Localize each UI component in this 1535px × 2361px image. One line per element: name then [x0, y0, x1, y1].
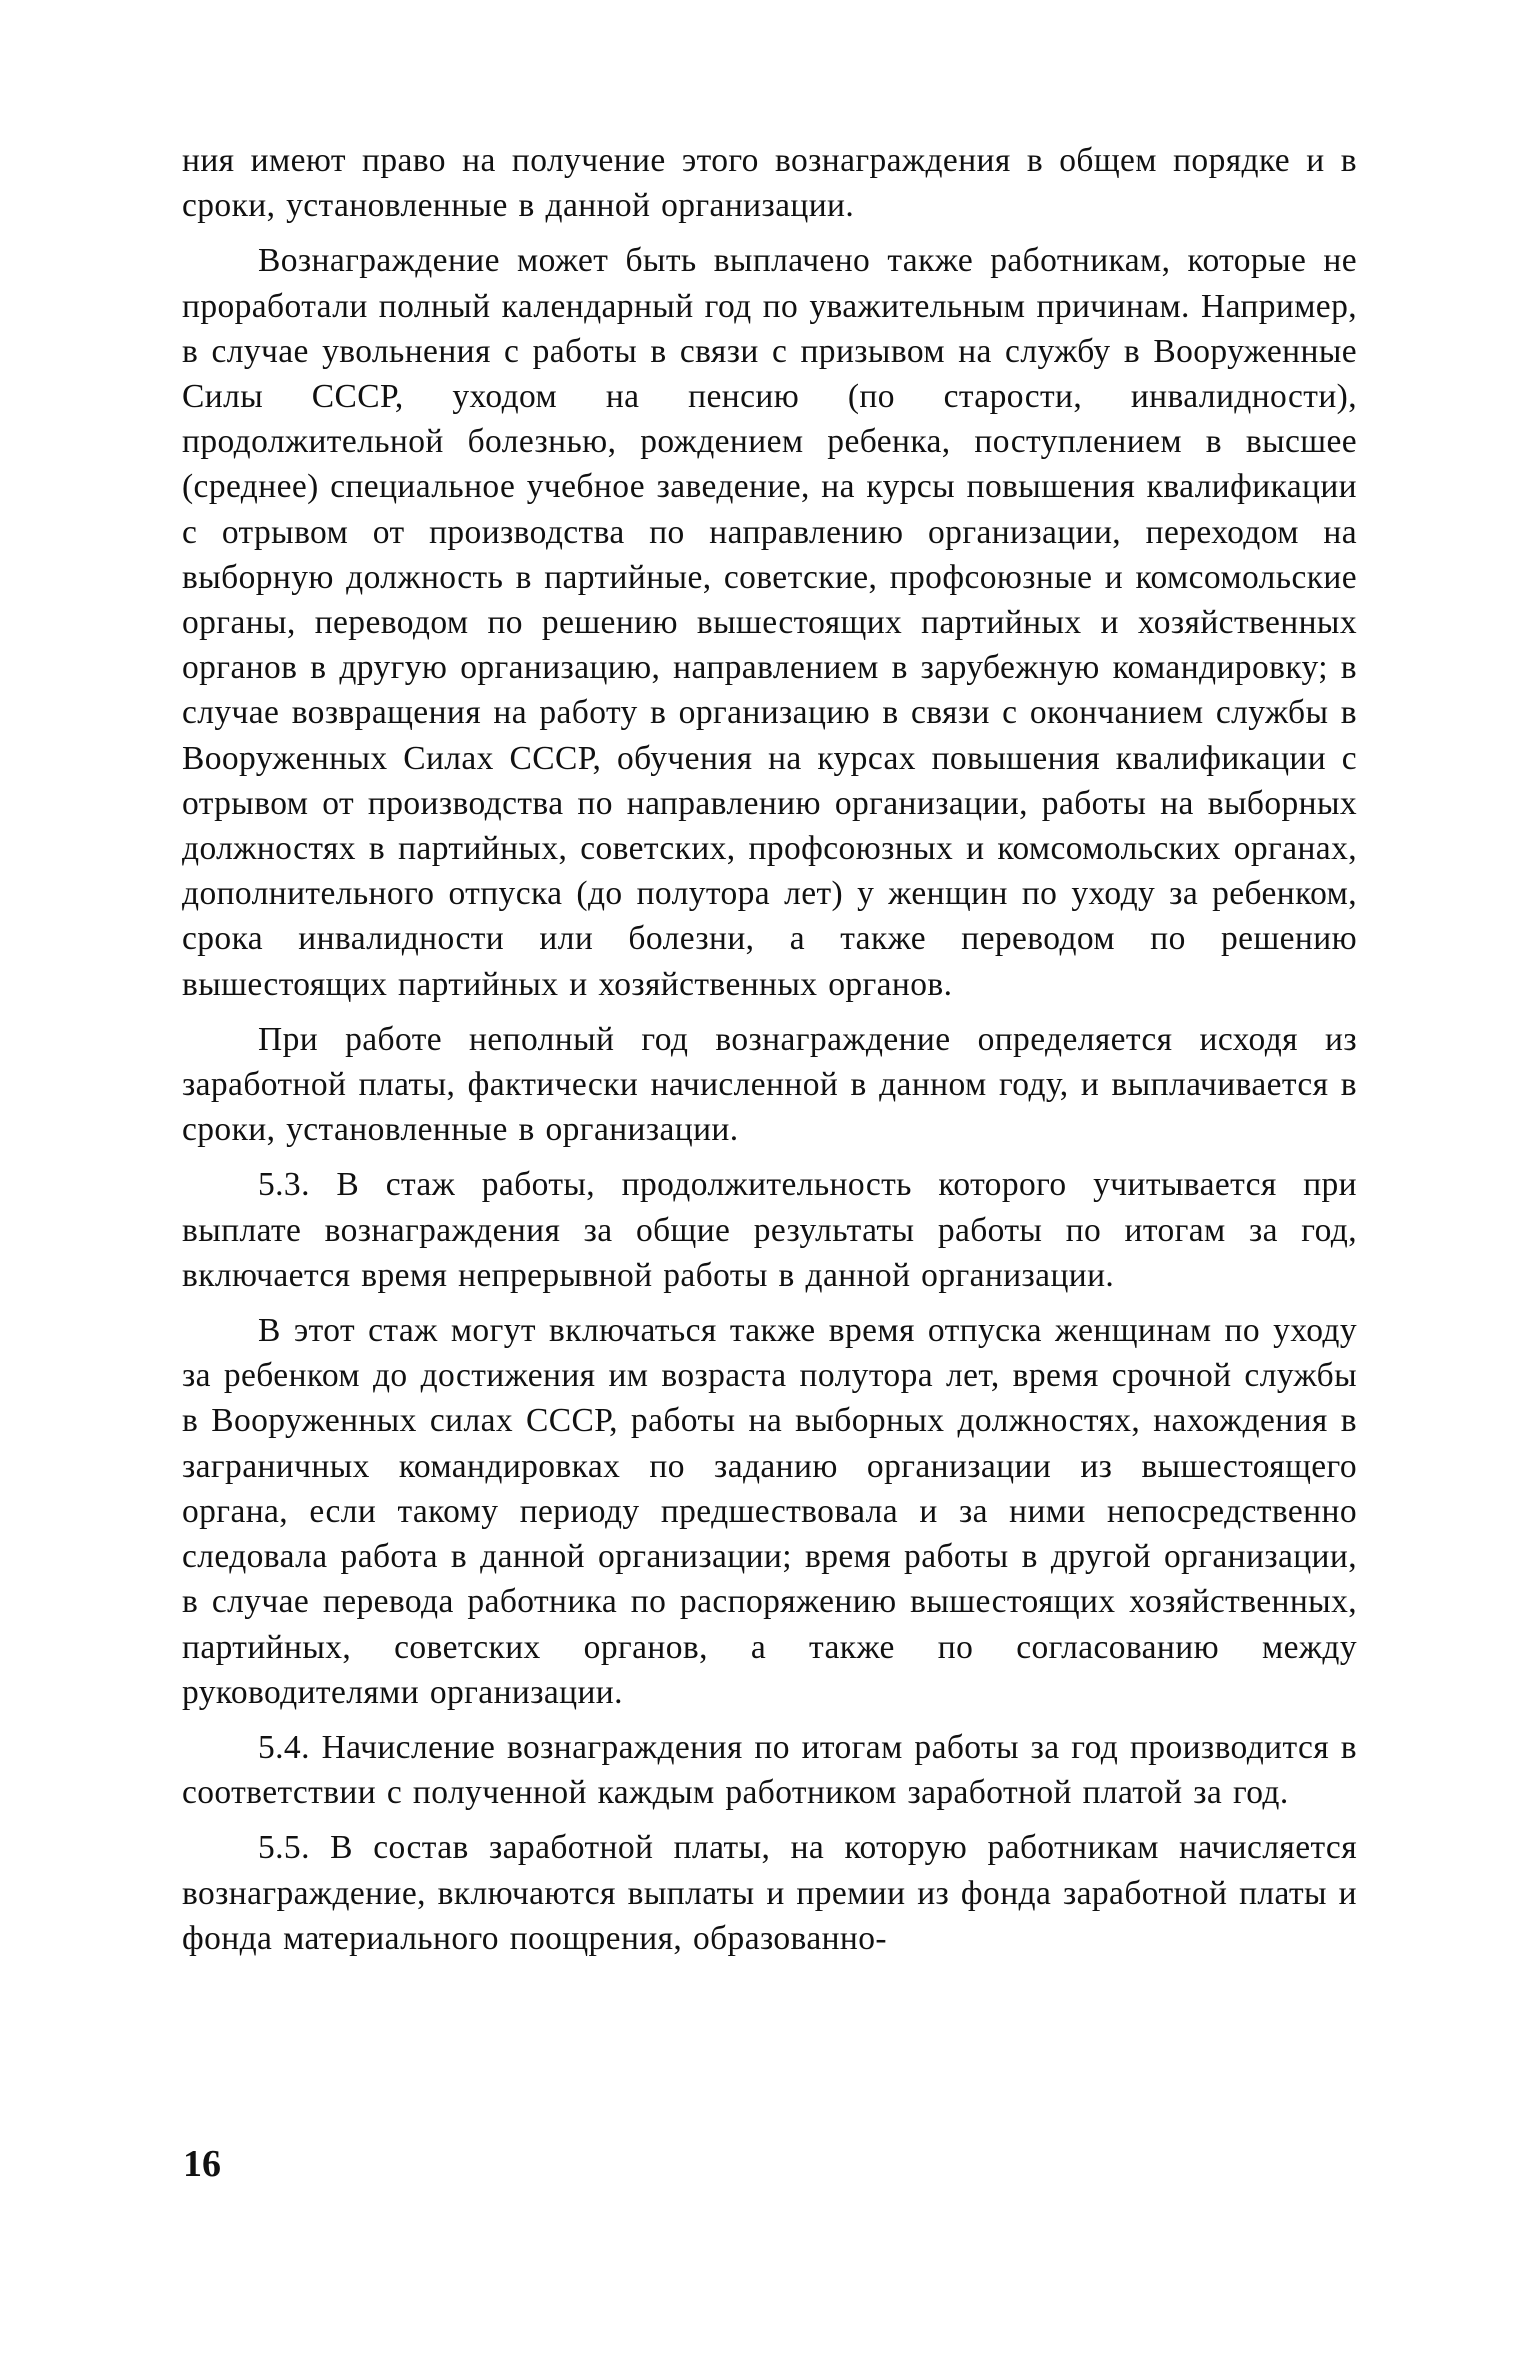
- paragraph-tenure: В этот стаж могут включаться также время отпуска женщинам по уходу за ребенком до достижения им возраста полутора лет, время срочной службы в Вооруженных силах СССР, работы на выборных должностях, нахождения в заграничных командировках по заданию организации из вышестоящего органа, если такому периоду предшествовала и за ними непосредственно следовала работа в данной организации; время работы в другой организации, в случае перевода работника по распоряжению вышестоящих хозяйственных, партийных, советских органов, а также по согласованию между руководителями организации.: [182, 1312, 1357, 1711]
- paragraph-partial-year: При работе неполный год вознаграждение определяется исходя из заработной платы, фактически начисленной в данном году, и выплачивается в сроки, установленные в организации.: [182, 1020, 1357, 1149]
- body-text: [182, 138, 1357, 1961]
- paragraph-5-5: 5.5. В состав заработной платы, на которую работникам начисляется вознаграждение, включаются выплаты и премии из фонда заработной платы и фонда материального поощрения, образованно-: [182, 1829, 1357, 1957]
- paragraph-5-4: 5.4. Начисление вознаграждения по итогам работы за год производится в соответствии с полученной каждым работником заработной платой за год.: [182, 1728, 1357, 1812]
- page-number: 16: [183, 2143, 221, 2185]
- paragraph-early-payment: Вознаграждение может быть выплачено также работникам, которые не проработали полный календарный год по уважительным причинам. Например, в случае увольнения с работы в связи с призывом на службу в Вооруженные Силы СССР, уходом на пенсию (по старости, инвалидности), продолжительной болезнью, рождением ребенка, поступлением в высшее (среднее) специальное учебное заведение, на курсы повышения квалификации с отрывом от производства по направлению организации, переходом на выборную должность в партийные, советские, профсоюзные и комсомольские органы, переводом по решению вышестоящих партийных и хозяйственных органов в другую организацию, направлением в зарубежную командировку; в случае возвращения на работу в организацию в связи с окончанием службы в Вооруженных Силах СССР, обучения на курсах повышения квалификации с отрывом от производства по направлению организации, работы на выборных должностях в партийных, советских, профсоюзных и комсомольских органах, дополнительного отпуска (до полутора лет) у женщин по уходу за ребенком, срока инвалидности или болезни, а также переводом по решению вышестоящих партийных и хозяйственных органов.: [182, 242, 1357, 1003]
- paragraph-continuation: ния имеют право на получение этого вознаграждения в общем порядке и в сроки, установленные в данной организации.: [182, 142, 1357, 225]
- paragraph-5-3: 5.3. В стаж работы, продолжительность которого учитывается при выплате вознаграждения за общие результаты работы по итогам за год, включается время непрерывной работы в данной организации.: [182, 1166, 1357, 1294]
